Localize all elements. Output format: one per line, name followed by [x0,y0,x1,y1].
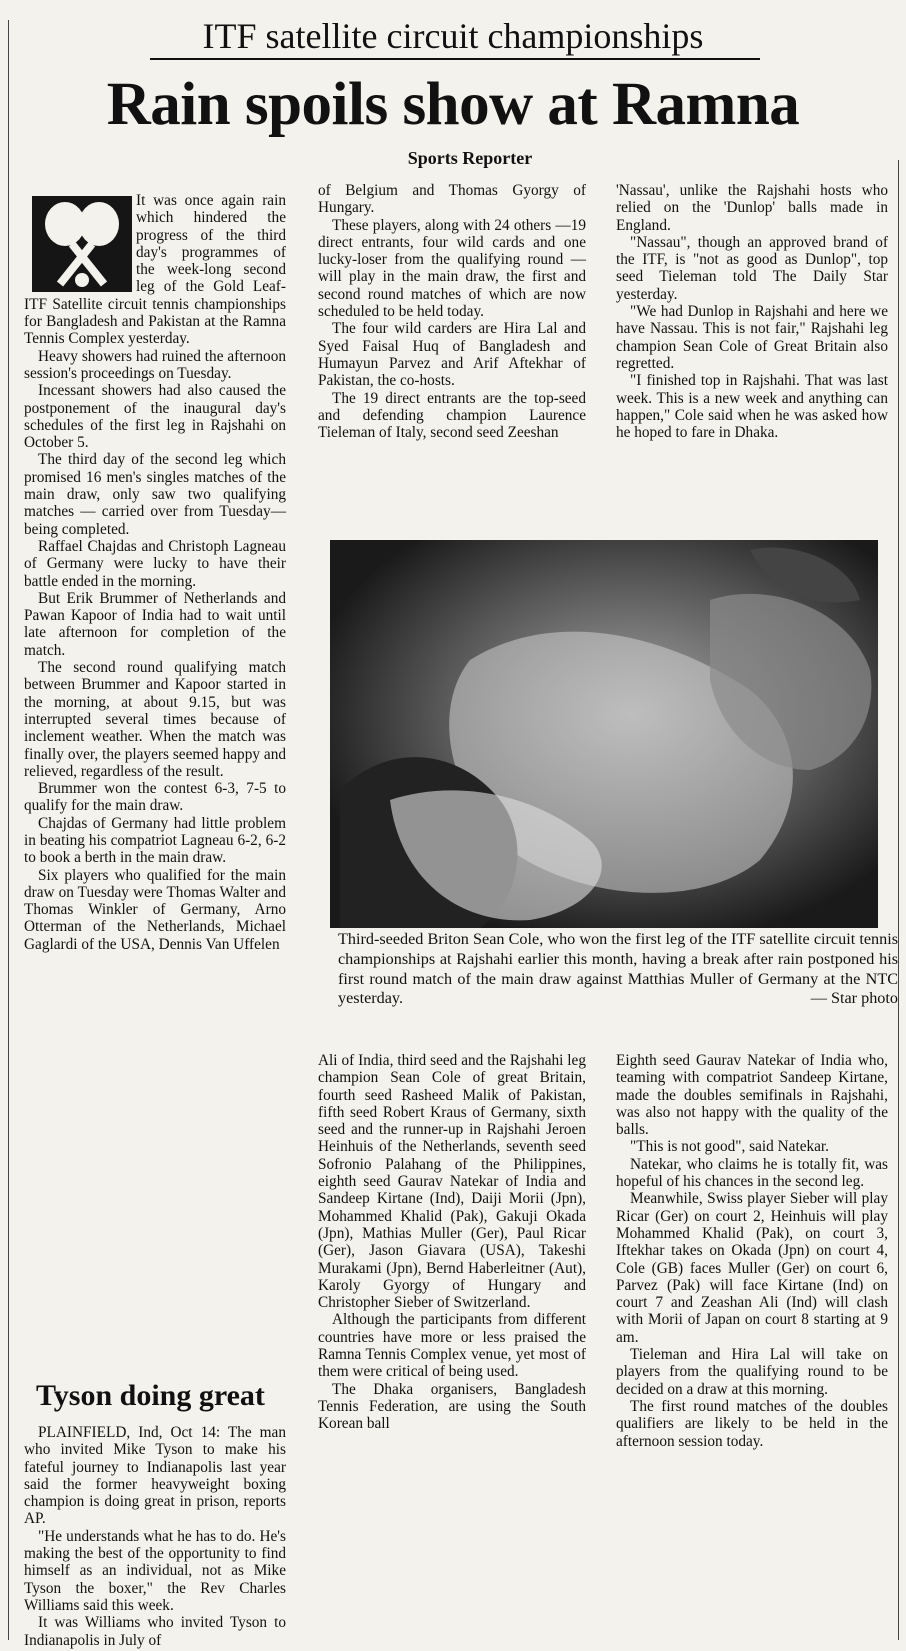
article-column-2-bottom [318,1052,586,1433]
paragraph: The 19 direct entrants are the top-seed and defending champion Laurence Tieleman of Italy, second seed Zeeshan [318,389,586,442]
lead-paragraph: It was once again rain which hindered the progress of the third day's programmes of the week-long second leg of the Gold Leaf-ITF Satellite circuit tennis championships for Bangladesh and Pakistan at the Ramna Tennis Complex yesterday. [24,192,286,348]
paragraph: Natekar, who claims he is totally fit, was hopeful of his chances in the second leg. [616,1155,888,1191]
paragraph: 'Nassau', unlike the Rajshahi hosts who relied on the 'Dunlop' balls made in England. [616,182,888,234]
logo-wrap-space [24,192,136,294]
paragraph: Ali of India, third seed and the Rajshahi leg champion Sean Cole of great Britain, fourth seed Rasheed Malik of Pakistan, fifth seed Robert Kraus of Germany, sixth seed and the runner-up in Rajshahi Jeroen Heinhuis of the Netherlands, seventh seed Sofronio Palahang of the Philippines, eighth seed Gaurav Natekar of India and Sandeep Kirtane (Ind), Daiji Morii (Jpn), Mohammed Khalid (Pak), Gakuji Okada (Jpn), Mathias Muller (Ger), Paul Ricar (Ger), Jason Giavara (USA), Takeshi Murakami (Jpn), Bernd Haberleitner (Aut), Karoly Gyorgy of Hungary and Christopher Sieber of Switzerland. [318,1052,586,1312]
paragraph: Raffael Chajdas and Christoph Lagneau of Germany were lucky to have their battle ended in the morning. [24,537,286,590]
paragraph: These players, along with 24 others —19 direct entrants, four wild cards and one lucky-loser from the qualifying round — will play in the main draw, the first and second round matches of which are now scheduled to be held today. [318,216,586,321]
paragraph: "We had Dunlop in Rajshahi and here we have Nassau. This is not fair," Rajshahi leg champion Sean Cole of Great Britain also regretted. [616,303,888,372]
paragraph: The second round qualifying match between Brummer and Kapoor started in the morning, at about 9.15, but was interrupted several times because of inclement weather. When the match was finally over, the players seemed happy and relieved, regardless of the result. [24,659,286,780]
paragraph: The four wild carders are Hira Lal and Syed Faisal Huq of Bangladesh and Humayun Parvez and Arif Aftekhar of Pakistan, the co-hosts. [318,320,586,390]
paragraph: Tieleman and Hira Lal will take on players from the qualifying round to be decided on a draw at this morning. [616,1346,888,1398]
paragraph: of Belgium and Thomas Gyorgy of Hungary. [318,182,586,217]
paragraph: The Dhaka organisers, Bangladesh Tennis Federation, are using the South Korean ball [318,1380,586,1433]
paragraph: The third day of the second leg which promised 16 men's singles matches of the main draw, only saw two qualifying matches — carried over from Tuesday— being completed. [24,451,286,538]
left-column-rule [8,20,9,1640]
tyson-article [24,1424,286,1649]
byline: Sports Reporter [407,148,533,168]
paragraph: "He understands what he has to do. He's making the best of the opportunity to find himself as an individual, not as Mike Tyson the boxer," the Rev Charles Williams said this week. [24,1527,286,1614]
paragraph: But Erik Brummer of Netherlands and Pawan Kapoor of India had to wait until late afternoon for completion of the match. [24,589,286,659]
tyson-headline: Tyson doing great [36,1379,265,1412]
article-column-2-top [318,182,586,441]
photo-caption [338,930,898,1009]
article-column-3-top [616,182,888,441]
paragraph: "Nassau", though an approved brand of the ITF, is "not as good as Dunlop", top seed Tieleman told The Daily Star yesterday. [616,233,888,303]
kicker-headline: ITF satellite circuit championships [202,16,704,56]
paragraph: PLAINFIELD, Ind, Oct 14: The man who invited Mike Tyson to make his fateful journey to Indianapolis last year said the former heavyweight boxing champion is doing great in prison, reports AP. [24,1424,286,1528]
paragraph: The first round matches of the doubles qualifiers are likely to be held in the afternoon session today. [616,1397,888,1450]
right-column-rule [898,160,899,1640]
caption-text: Third-seeded Briton Sean Cole, who won the first leg of the ITF satellite circuit tennis championships at Rajshahi earlier this month, having a break after rain postponed his first round match of the main draw against Matthias Muller of Germany at the NTC yesterday. [338,930,898,1008]
main-headline: Rain spoils show at Ramna [106,71,800,138]
paragraph: Eighth seed Gaurav Natekar of India who, teaming with compatriot Sandeep Kirtane, made the doubles semifinals in Rajshahi, was also not happy with the quality of the balls. [616,1052,888,1139]
kicker-underline [150,58,760,60]
article-column-3-bottom [616,1052,888,1450]
paragraph: Six players who qualified for the main draw on Tuesday were Thomas Walter and Thomas Winkler of Germany, Arno Otterman of the Netherlands, Michael Gaglardi of the USA, Dennis Van Uffelen [24,866,286,953]
paragraph: Chajdas of Germany had little problem in beating his compatriot Lagneau 6-2, 6-2 to book a berth in the main draw. [24,814,286,867]
paragraph: Incessant showers had also caused the postponement of the inaugural day's schedules of the first leg in Rajshahi on October 5. [24,382,286,452]
paragraph: "I finished top in Rajshahi. That was last week. This is a new week and anything can happen," Cole said when he was asked how he hoped to fare in Dhaka. [616,372,888,442]
paragraph: Heavy showers had ruined the afternoon session's proceedings on Tuesday. [24,347,286,382]
paragraph: Meanwhile, Swiss player Sieber will play Ricar (Ger) on court 2, Heinhuis will play Mohammed Khalid (Pak), on court 3, Iftekhar takes on Okada (Jpn) on court 4, Cole (GB) faces Muller (Ger) on court 6, Parvez (Pak) will face Kirtane (Ind) on court 7 and Zeashan Ali (Ind) will clash with Morii of Japan on court 8 starting at 9 am. [616,1190,888,1346]
paragraph: Although the participants from different countries have more or less praised the Ramna Tennis Complex venue, yet most of them were critical of being used. [318,1311,586,1381]
news-photo [330,540,878,928]
article-column-1 [24,192,286,953]
paragraph: It was Williams who invited Tyson to Indianapolis in July of [24,1614,286,1649]
photo-credit: — Star photo [810,989,898,1008]
paragraph: "This is not good", said Natekar. [630,1138,830,1156]
paragraph: Brummer won the contest 6-3, 7-5 to qualify for the main draw. [24,780,286,815]
